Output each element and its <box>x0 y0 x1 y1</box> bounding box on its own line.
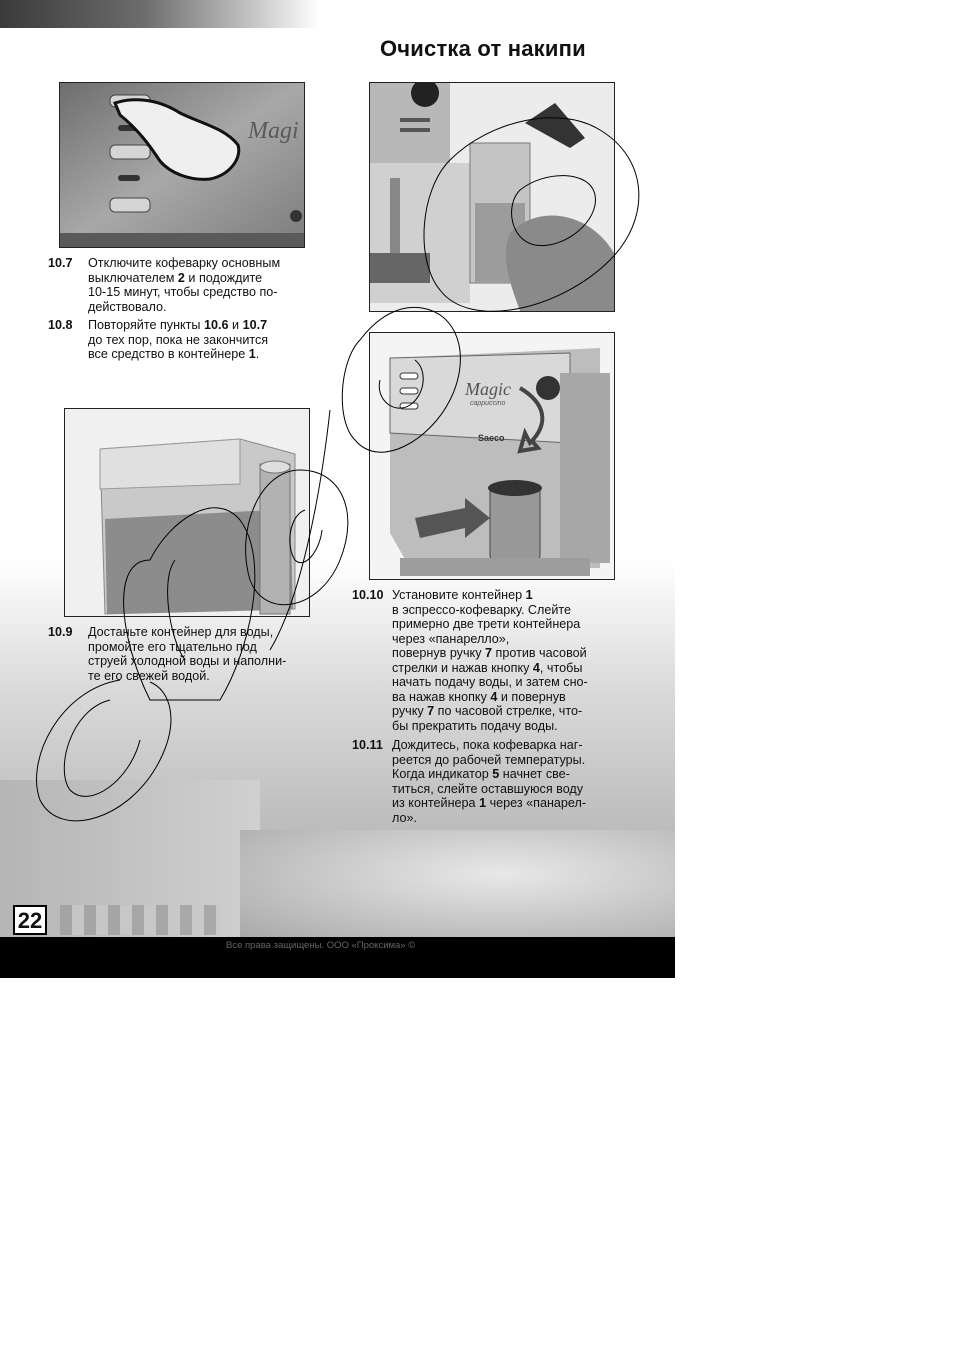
photo-control-panel <box>59 82 305 248</box>
step-number: 10.8 <box>48 318 73 332</box>
bold-ref: 10.6 <box>204 318 229 332</box>
step-line: до тех пор, пока не закончится <box>88 332 269 347</box>
step-line: Повторяйте пункты 10.6 и 10.7 <box>88 318 268 332</box>
machine-model-subtext: cappuccino <box>470 400 506 407</box>
panel-logo-text: Magi <box>248 118 299 144</box>
step-line: ручку 7 по часовой стрелке, что- <box>392 704 583 718</box>
step-line: те его свежей водой. <box>88 668 210 683</box>
water-fill-illustration <box>370 83 614 311</box>
step-line: Установите контейнер 1 <box>392 588 533 602</box>
background-photo-right <box>240 830 675 940</box>
step-line: в эспрессо-кофеварку. Слейте <box>392 602 572 617</box>
bold-ref: 5 <box>492 767 500 781</box>
bold-ref: 1 <box>479 796 487 810</box>
bold-ref: 7 <box>427 704 435 718</box>
step-line: из контейнера 1 через «панарел- <box>392 796 587 810</box>
step-text <box>88 256 280 314</box>
step-number: 10.9 <box>48 625 73 639</box>
step-number: 10.11 <box>352 738 383 752</box>
step-text <box>392 738 586 825</box>
step-line: Когда индикатор 5 начнет све- <box>392 767 570 781</box>
water-tank-illustration <box>65 409 309 616</box>
step-line: Дождитесь, пока кофеварка наг- <box>392 738 583 752</box>
step-line: выключателем 2 и подождите <box>88 270 263 285</box>
step-line: стрелки и нажав кнопку 4, чтобы <box>392 660 583 675</box>
page-title: Очистка от накипи <box>380 36 586 61</box>
step-line: повернув ручку 7 против часовой <box>392 646 587 660</box>
step-line: Отключите кофеварку основным <box>88 256 281 270</box>
step-line: действовало. <box>88 299 167 314</box>
step-line: струей холодной воды и наполни- <box>88 654 287 668</box>
bold-ref: 1 <box>248 347 256 361</box>
page-number: 22 <box>13 905 47 935</box>
step-line: Достаньте контейнер для воды, <box>88 625 274 639</box>
step-text <box>392 588 588 733</box>
photo-water-fill <box>369 82 615 312</box>
photo-espresso-machine <box>369 332 615 580</box>
bold-ref: 4 <box>532 660 540 675</box>
bold-ref: 1 <box>525 588 533 602</box>
bold-ref: 2 <box>177 270 185 285</box>
bold-ref: 10.7 <box>242 318 268 332</box>
step-line: титься, слейте оставшуюся воду <box>392 781 584 796</box>
control-panel-illustration <box>60 83 304 247</box>
step-line: ло». <box>392 810 417 825</box>
step-line: ва нажав кнопку 4 и повернув <box>392 689 566 704</box>
step-line: через «панарелло», <box>392 631 510 646</box>
machine-model-text: Magic <box>465 379 511 399</box>
photo-water-tank <box>64 408 310 617</box>
espresso-machine-illustration <box>370 333 614 579</box>
step-line: промойте его тщательно под <box>88 639 257 654</box>
step-line: примерно две трети контейнера <box>392 617 581 631</box>
header-gradient-bar <box>0 0 320 28</box>
step-line: бы прекратить подачу воды. <box>392 718 558 733</box>
step-line: 10-15 минут, чтобы средство по- <box>88 285 278 299</box>
step-text <box>88 625 286 683</box>
background-stripes <box>60 905 220 935</box>
step-line: начать подачу воды, и затем сно- <box>392 675 588 689</box>
step-line: все средство в контейнере 1. <box>88 347 260 361</box>
bold-ref: 4 <box>490 689 498 704</box>
step-line: реется до рабочей температуры. <box>392 752 586 767</box>
step-number: 10.7 <box>48 256 73 270</box>
step-number: 10.10 <box>352 588 384 602</box>
copyright-text: Все права защищены. ООО «Проксима» © <box>226 940 416 951</box>
step-text <box>88 318 268 362</box>
machine-brand-text: Saeco <box>478 433 505 443</box>
bold-ref: 7 <box>485 646 493 660</box>
